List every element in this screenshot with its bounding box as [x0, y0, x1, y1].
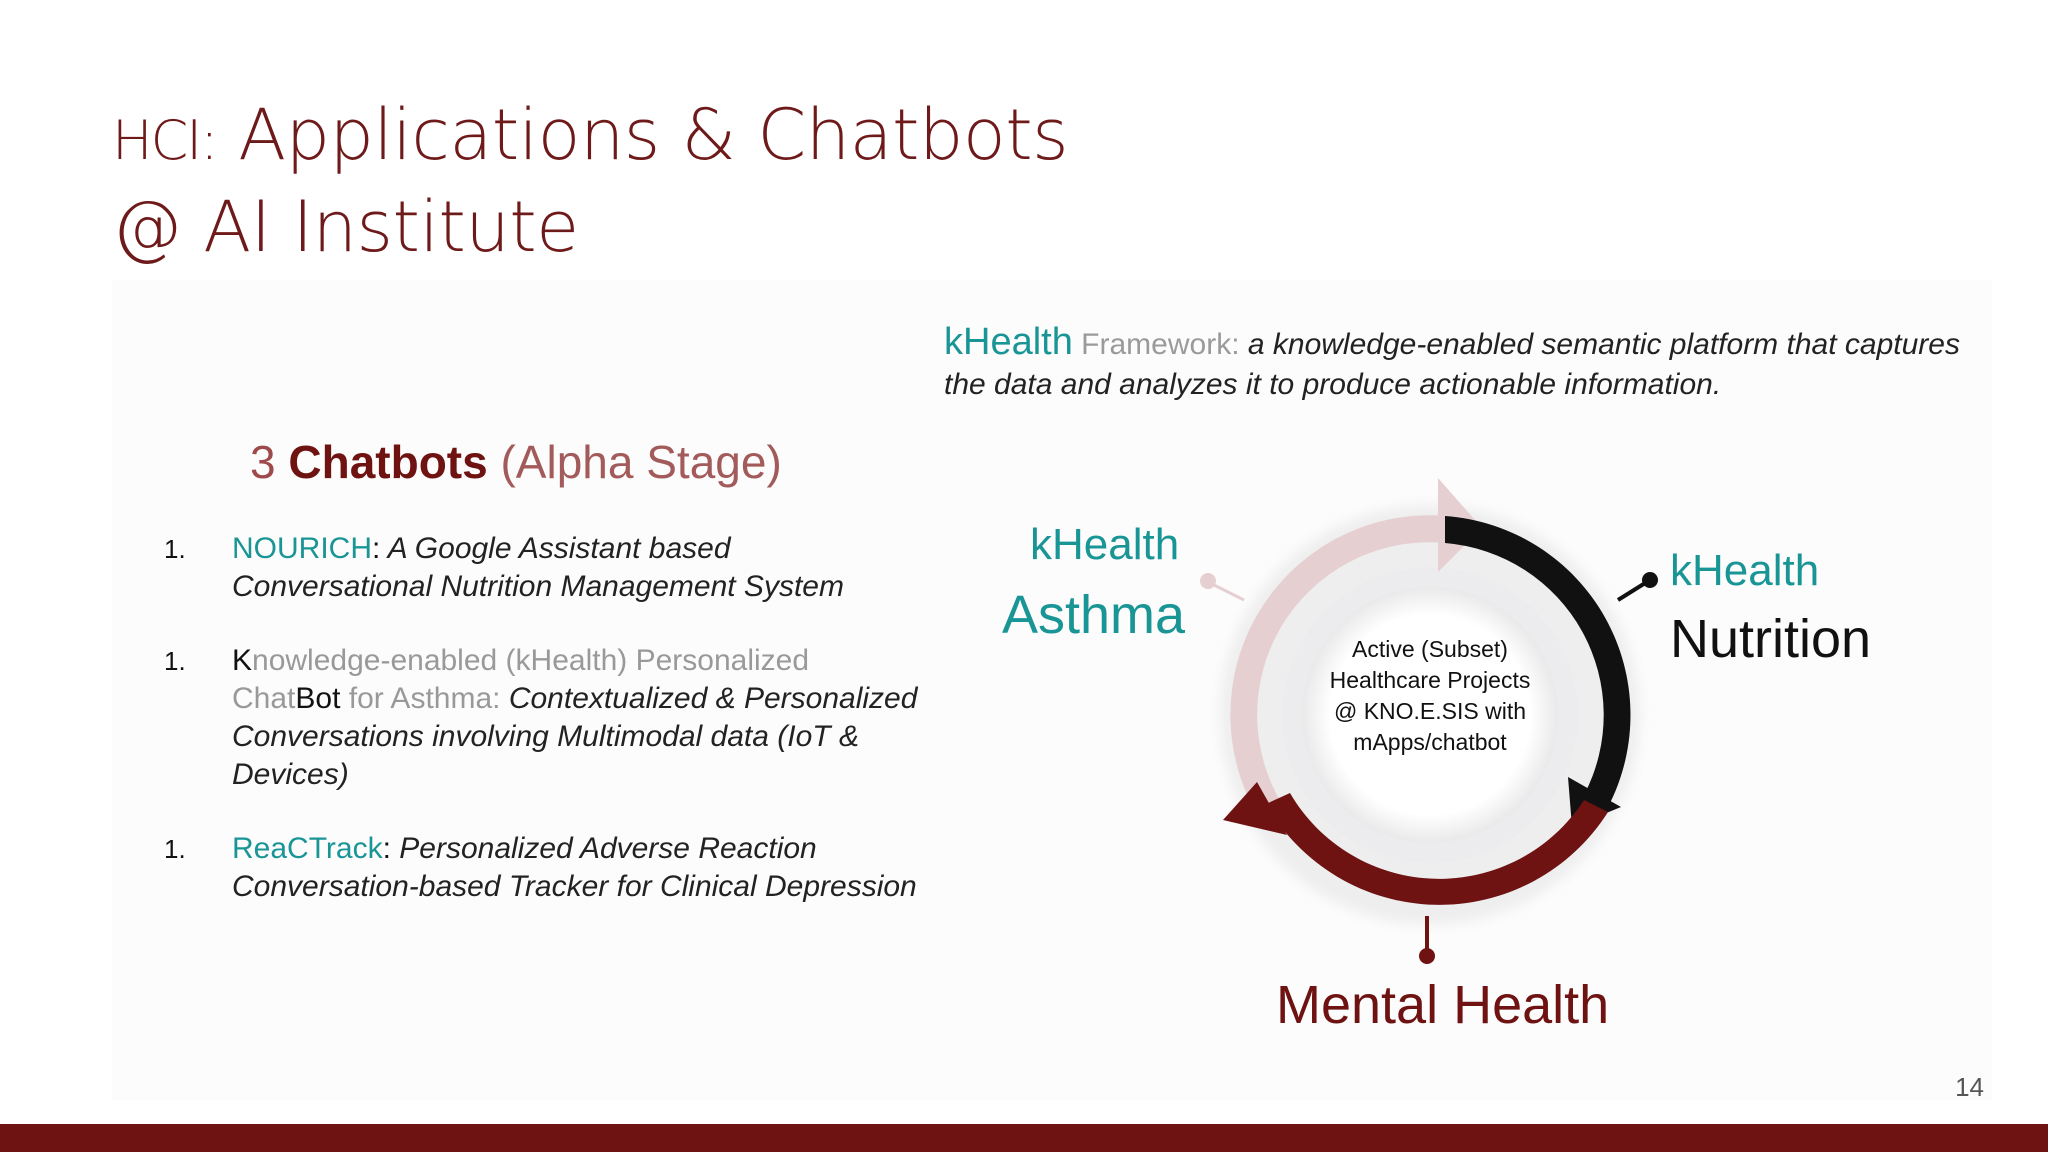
list-marker: 1.	[164, 646, 186, 676]
reactrack-colon: :	[382, 832, 391, 865]
framework-desc-text: a knowledge-enabled semantic platform that captures the data and analyzes it to produce actionable information.	[944, 328, 1960, 401]
mental-health-label: Mental Health	[1276, 975, 1610, 1035]
chatbot-list	[160, 530, 920, 942]
center-line-3: @ KNO.E.SIS with	[1333, 698, 1527, 724]
chatbots-stage: (Alpha Stage)	[500, 436, 782, 488]
title-prefix: HCI:	[112, 109, 217, 172]
list-marker: 1.	[164, 834, 186, 864]
page-number: 14	[1955, 1072, 1984, 1102]
asthma-bot-desc: Contextualized & Personalized Conversations involving Multimodal data (IoT & Devices)	[232, 682, 918, 791]
footer-bar	[0, 1124, 2048, 1152]
nutrition-connector-dot	[1642, 572, 1658, 588]
asthma-bot-bot: Bot	[295, 682, 341, 715]
asthma-bot-k: K	[232, 644, 253, 677]
diagram-center-text	[1310, 634, 1550, 758]
chatbots-title: Chatbots	[288, 436, 488, 488]
nourich-desc: A Google Assistant based Conversational Nutrition Management System	[232, 532, 844, 603]
center-line-2: Healthcare Projects	[1329, 667, 1531, 693]
asthma-bot-suffix: for Asthma:	[340, 682, 501, 715]
framework-label: Framework:	[1072, 328, 1240, 361]
nourich-colon: :	[372, 532, 381, 565]
framework-name: kHealth	[944, 321, 1073, 363]
asthma-connector-dot	[1200, 573, 1216, 589]
mental-connector-dot	[1419, 948, 1435, 964]
asthma-khealth-label: kHealth	[1030, 520, 1180, 569]
asthma-label: Asthma	[1002, 585, 1186, 645]
reactrack-desc: Personalized Adverse Reaction Conversation-based Tracker for Clinical Depression	[232, 832, 917, 903]
slide-title	[112, 92, 1068, 270]
title-line-2: @ AI Institute	[112, 186, 579, 268]
center-line-1: Active (Subset)	[1352, 636, 1508, 662]
asthma-bot-name: nowledge-enabled (kHealth) Personalized Chat	[232, 644, 810, 715]
nutrition-label: Nutrition	[1670, 609, 1872, 669]
chatbots-count: 3	[250, 436, 276, 488]
nourich-name: NOURICH	[232, 532, 372, 565]
nutrition-khealth-label: kHealth	[1670, 546, 1820, 595]
framework-description	[944, 322, 1964, 405]
chatbots-heading	[250, 432, 782, 492]
list-item-reactrack	[160, 830, 920, 906]
reactrack-name: ReaCTrack	[232, 832, 383, 865]
list-item-asthma-bot	[160, 642, 920, 794]
list-item-nourich	[160, 530, 920, 606]
center-line-4: mApps/chatbot	[1353, 729, 1507, 755]
list-marker: 1.	[164, 534, 186, 564]
title-line-1	[112, 92, 1068, 184]
title-line-1-rest: Applications & Chatbots	[216, 94, 1069, 176]
